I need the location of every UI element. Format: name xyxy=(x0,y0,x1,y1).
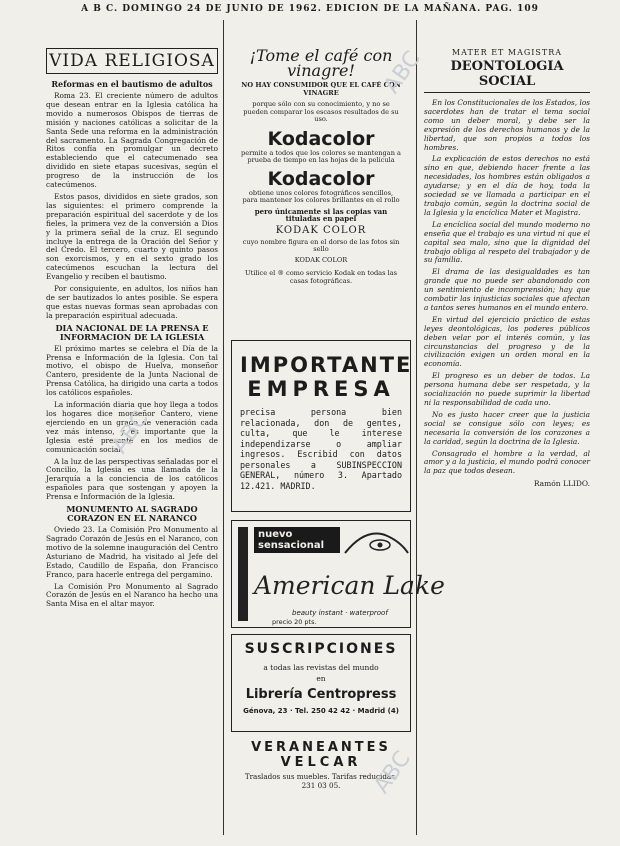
ad-kodacolor-note: NO HAY CONSUMIDOR QUE EL CAFÉ CON VINAGRE xyxy=(241,81,401,97)
ad-velcar-title1: VERANEANTES xyxy=(251,740,391,755)
column-rule-right xyxy=(416,20,417,835)
ad-lake-brand: American Lake xyxy=(254,571,445,600)
paragraph: Estos pasos, divididos en siete grados, son las siguientes: el primero comprende la preparación espiritual del sacerdote y de los fieles, la primera vez de la conversión a Dios y la primera señal de la cruz. El segundo incluye la entrega de la Oración del Señor y del Credo. El tercero, cuarto y quinto pasos son exorcismos, y en el sexto grado los catecúmenos escuchan la lectura del Evangelio y reciben el bautismo. xyxy=(46,191,218,282)
article-bautismo xyxy=(46,92,218,321)
ad-suscripciones-address: Génova, 23 · Tel. 250 42 42 · Madrid (4) xyxy=(243,707,399,715)
ad-kodacolor-bold: pero únicamente si las copias van tituladas en papel xyxy=(254,206,388,223)
ad-lake-tagline: beauty instant · waterproof xyxy=(292,609,388,617)
kodacolor-brand-2: Kodacolor xyxy=(267,167,375,190)
paragraph: La información diaria que hoy llega a todos los hogares dice monseñor Cantero, viene ejerciendo en un grado de veneración cada vez más intenso, y es importante que la Iglesia esté presente en los medios de comunicación social. xyxy=(46,400,218,454)
face-illustration-icon xyxy=(340,523,410,563)
ad-empresa-title1: IMPORTANTE xyxy=(240,353,413,377)
ad-lake-tag2: sensacional xyxy=(258,540,325,551)
paragraph: La encíclica social del mundo moderno no enseña que el trabajo es una virtud ni que el capital sea malo, sino que la dignidad del trabajo obliga al respeto del trabajador y de su familia. xyxy=(424,219,590,265)
ad-velcar-phone: 231 03 05. xyxy=(301,781,341,790)
article-title: DEONTOLOGIA SOCIAL xyxy=(424,59,590,93)
watermark-logo: ABC xyxy=(379,46,426,99)
paragraph: La Comisión Pro Monumento al Sagrado Corazón de Jesús en el Naranco ha hecho una Santa Misa en el altar mayor. xyxy=(46,581,218,609)
ad-suscripciones-en: en xyxy=(316,674,326,683)
ad-kodacolor-text2: permite a todos que los colores se mantengan a prueba de tiempo en las hojas de la película xyxy=(241,148,401,164)
page-header: A B C. DOMINGO 24 DE JUNIO DE 1962. EDICION DE LA MAÑANA. PAG. 109 xyxy=(81,4,539,14)
paragraph: La explicación de estos derechos no está sino en que, debiendo hacer frente a las necesidades, los hombres están obligados a ayudarse; y en el día de hoy, toda la sociedad se ve llamada a participar en el trabajo común, según la doctrina social de la Iglesia y la encíclica Mater et Magistra. xyxy=(424,154,590,217)
paragraph: Roma 23. El creciente número de adultos que desean entrar en la Iglesia católica ha movido a numerosos Obispos de tierras de misión y naciones católicas a solicitar de la Santa Sede una reforma en la administración del sacramento. La Sagrada Congregación de Ritos confía en promulgar un decreto estableciendo que el catecumenado sea dividido en siete etapas sucesivas, según el progreso de la instrucción de los catecúmenos. xyxy=(46,91,218,190)
headline-bautismo: Reformas en el bautismo de adultos xyxy=(51,79,213,89)
section-title: VIDA RELIGIOSA xyxy=(46,48,218,74)
paragraph: El progreso es un deber de todos. La persona humana debe ser respetada, y la socialización no puede suprimir la libertad ni la responsabilidad de cada uno. xyxy=(424,371,590,407)
ad-suscripciones-line: a todas las revistas del mundo xyxy=(263,663,379,672)
ad-lake-tag1: nuevo xyxy=(258,529,293,540)
right-column xyxy=(424,48,590,838)
ad-empresa-title2: EMPRESA xyxy=(247,377,395,401)
ad-lake-tagbox xyxy=(254,527,340,553)
paragraph: A la luz de las perspectivas señaladas por el Concilio, la Iglesia es una llamada de la Jerarquía a la conciencia de los católicos españoles para que sostengan y apoyen la Prensa e Información de la Iglesia. xyxy=(46,456,218,502)
ad-empresa-body: precisa persona bien relacionada, don de gentes, culta, que le interese independizarse o ampliar ingresos. Escribid con datos personales a SUBINSPECCION GENERAL, número 3. Apartado 12.421. MADRID. xyxy=(240,407,402,491)
paragraph: No es justo hacer creer que la justicia social se consigue sólo con leyes; es necesaria la conversión de los corazones a la caridad, según la doctrina de la Iglesia. xyxy=(424,409,590,446)
paragraph: El próximo martes se celebra el Día de la Prensa e Información de la Iglesia. Con tal motivo, el obispo de Huelva, monseñor Cantero, presidente de la Junta Nacional de Prensa Católica, ha dirigido una carta a todos los católicos españoles. xyxy=(46,343,218,398)
ad-american-lake xyxy=(231,520,445,628)
watermark-logo: ABC xyxy=(369,746,416,799)
kodak-color-label: KODAK COLOR xyxy=(275,224,367,236)
kodacolor-brand-1: Kodacolor xyxy=(267,127,375,150)
paragraph: Por consiguiente, en adultos, los niños han de ser bautizados lo antes posible. Se espera que estas nuevas formas sean aprobadas con la preparación espiritual adecuada. xyxy=(46,284,218,320)
column-rule-left xyxy=(223,20,224,835)
watermark-logo: ABC xyxy=(107,406,154,459)
paragraph: El drama de las desigualdades es tan grande que no puede ser abandonado con un sentimiento de incomprensión; hay que combatir las injusticias sociales que afectan a tantos seres humanos en el mundo entero. xyxy=(424,267,590,312)
ad-lake-price: precio 20 pts. xyxy=(272,618,317,626)
ad-suscripciones-shop: Librería Centropress xyxy=(245,687,397,702)
ad-velcar-title2: VELCAR xyxy=(280,755,362,770)
article-monumento xyxy=(46,526,218,609)
ad-kodacolor xyxy=(233,44,409,334)
ad-kodacolor-small: cuyo nombre figura en el dorso de las fotos sin sello xyxy=(242,237,400,253)
ad-kodacolor-title: ¡Tome el café con vinagre! xyxy=(249,46,393,80)
headline-monumento: MONUMENTO AL SAGRADO CORAZON EN EL NARANCO xyxy=(66,504,198,524)
ad-kodacolor-small2: KODAK COLOR xyxy=(294,255,348,264)
paragraph: En virtud del ejercicio práctico de estas leyes deontológicas, los poderes públicos deben velar por el interés común, y las circunstancias del progreso y de la civilización exigen un orden moral en la economía. xyxy=(424,314,590,369)
ad-importante-empresa xyxy=(231,340,411,512)
ad-suscripciones xyxy=(231,634,411,732)
ad-kodacolor-footer: Utilice el ® como servicio Kodak en todas las casas fotográficas. xyxy=(244,269,398,285)
lipstick-icon xyxy=(238,527,248,621)
article-kicker: MATER ET MAGISTRA xyxy=(451,48,563,57)
paragraph: En los Constitucionales de los Estados, los sacerdotes han de tratar el tema social como un deber moral, y debe ser la expresión de los derechos humanos y de la libertad, que son propios a todos los hombres. xyxy=(424,98,590,152)
headline-prensa: DIA NACIONAL DE LA PRENSA E INFORMACION DE LA IGLESIA xyxy=(55,322,209,342)
ad-suscripciones-title: SUSCRIPCIONES xyxy=(244,641,398,657)
ad-kodacolor-text3: obtiene unos colores fotográficos sencillos, para mantener los colores brillantes en el rollo xyxy=(242,188,400,204)
article-deontologia xyxy=(424,99,590,476)
article-signature: Ramón LLIDO. xyxy=(533,479,590,489)
ad-velcar-line: Traslados sus muebles. Tarifas reducidas. xyxy=(244,772,398,781)
ad-kodacolor-body: porque sólo con su conocimiento, y no se pueden comparar los escasos resultados de su uso. xyxy=(243,100,399,123)
paragraph: Oviedo 23. La Comisión Pro Monumento al Sagrado Corazón de Jesús en el Naranco, con motivo de la solemne inauguración del Centro Asturiano de Madrid, ha visitado al Jefe del Estado, Caudillo de España, don Francisco Franco, para hacerle entrega del pergamino. xyxy=(46,525,218,579)
paragraph: Consagrado el hombre a la verdad, al amor y a la justicia, el mundo podrá conocer la paz que todos desean. xyxy=(424,448,590,476)
